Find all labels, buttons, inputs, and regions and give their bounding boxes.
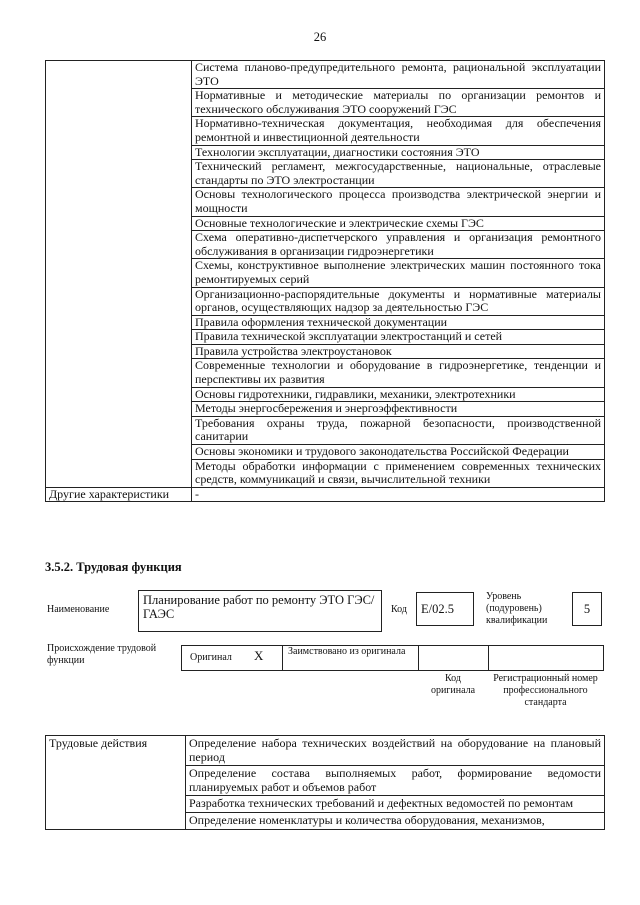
qualification-level-box: 5 xyxy=(572,592,602,626)
borrowed-label: Заимствовано из оригинала xyxy=(288,646,406,657)
actions-table xyxy=(45,735,605,830)
knowledge-item: Правила оформления технической документации xyxy=(192,315,605,330)
knowledge-item: Основные технологические и электрические схемы ГЭС xyxy=(192,216,605,231)
other-characteristics-value: - xyxy=(192,487,605,502)
knowledge-item: Нормативные и методические материалы по организации ремонтов и технического обслуживания ЭТО сооружений ГЭС xyxy=(192,89,605,117)
knowledge-item: Нормативно-техническая документация, необходимая для обеспечения ремонтной и инвестиционной деятельности xyxy=(192,117,605,145)
knowledge-item: Основы технологического процесса производства электрической энергии и мощности xyxy=(192,188,605,216)
code-original-caption: Код оригинала xyxy=(430,673,476,696)
knowledge-item: Технологии эксплуатации, диагностики состояния ЭТО xyxy=(192,145,605,160)
name-label: Наименование xyxy=(47,604,110,615)
origin-divider xyxy=(282,646,283,670)
knowledge-item: Схемы, конструктивное выполнение электрических машин постоянного тока ремонтируемых серий xyxy=(192,259,605,287)
origin-table xyxy=(181,645,604,671)
knowledge-item: Схема оперативно-диспетчерского управления и организация ремонтного обслуживания в организации гидроэнергетики xyxy=(192,231,605,259)
table-row xyxy=(46,736,605,766)
knowledge-label-cell xyxy=(46,61,192,488)
origin-divider xyxy=(418,646,419,670)
function-code-box: E/02.5 xyxy=(416,592,474,626)
origin-divider xyxy=(488,646,489,670)
function-name-box: Планирование работ по ремонту ЭТО ГЭС/ГАЭС xyxy=(138,590,382,632)
knowledge-item: Правила устройства электроустановок xyxy=(192,344,605,359)
code-label: Код xyxy=(391,604,407,615)
action-item: Определение состава выполняемых работ, формирование ведомости планируемых работ и объемов работ xyxy=(186,766,605,796)
knowledge-item: Методы энергосбережения и энергоэффективности xyxy=(192,402,605,417)
reg-number-caption: Регистрационный номер профессионального стандарта xyxy=(493,673,598,708)
knowledge-item: Современные технологии и оборудование в гидроэнергетике, тенденции и перспективы их развития xyxy=(192,359,605,387)
section-title: 3.5.2. Трудовая функция xyxy=(45,560,182,574)
other-characteristics-label: Другие характеристики xyxy=(46,487,192,502)
table-row xyxy=(46,61,605,89)
knowledge-item: Основы экономики и трудового законодательства Российской Федерации xyxy=(192,445,605,460)
knowledge-item: Методы обработки информации с применением современных технических средств, коммуникаций и связи, вычислительной техники xyxy=(192,459,605,487)
knowledge-item: Технический регламент, межгосударственные, национальные, отраслевые стандарты по ЭТО электростанции xyxy=(192,160,605,188)
action-item: Определение набора технических воздействий на оборудование на плановый период xyxy=(186,736,605,766)
knowledge-item: Организационно-распорядительные документы и нормативные материалы органов, осуществляющих надзор за деятельностью ГЭС xyxy=(192,287,605,315)
knowledge-item: Правила технической эксплуатации электростанций и сетей xyxy=(192,330,605,345)
knowledge-item: Система планово-предупредительного ремонта, рациональной эксплуатации ЭТО xyxy=(192,61,605,89)
action-item: Определение номенклатуры и количества оборудования, механизмов, xyxy=(186,812,605,829)
level-label: Уровень (подуровень) квалификации xyxy=(486,591,548,626)
action-item: Разработка технических требований и дефектных ведомостей по ремонтам xyxy=(186,796,605,813)
page-number: 26 xyxy=(313,30,327,44)
knowledge-table xyxy=(45,60,605,502)
knowledge-item: Требования охраны труда, пожарной безопасности, производственной санитарии xyxy=(192,416,605,444)
knowledge-item: Основы гидротехники, гидравлики, механики, электротехники xyxy=(192,387,605,402)
origin-label: Происхождение трудовой функции xyxy=(47,643,157,666)
original-mark: X xyxy=(254,648,264,663)
actions-label: Трудовые действия xyxy=(46,736,186,830)
table-row xyxy=(46,487,605,502)
original-label: Оригинал xyxy=(190,652,232,663)
